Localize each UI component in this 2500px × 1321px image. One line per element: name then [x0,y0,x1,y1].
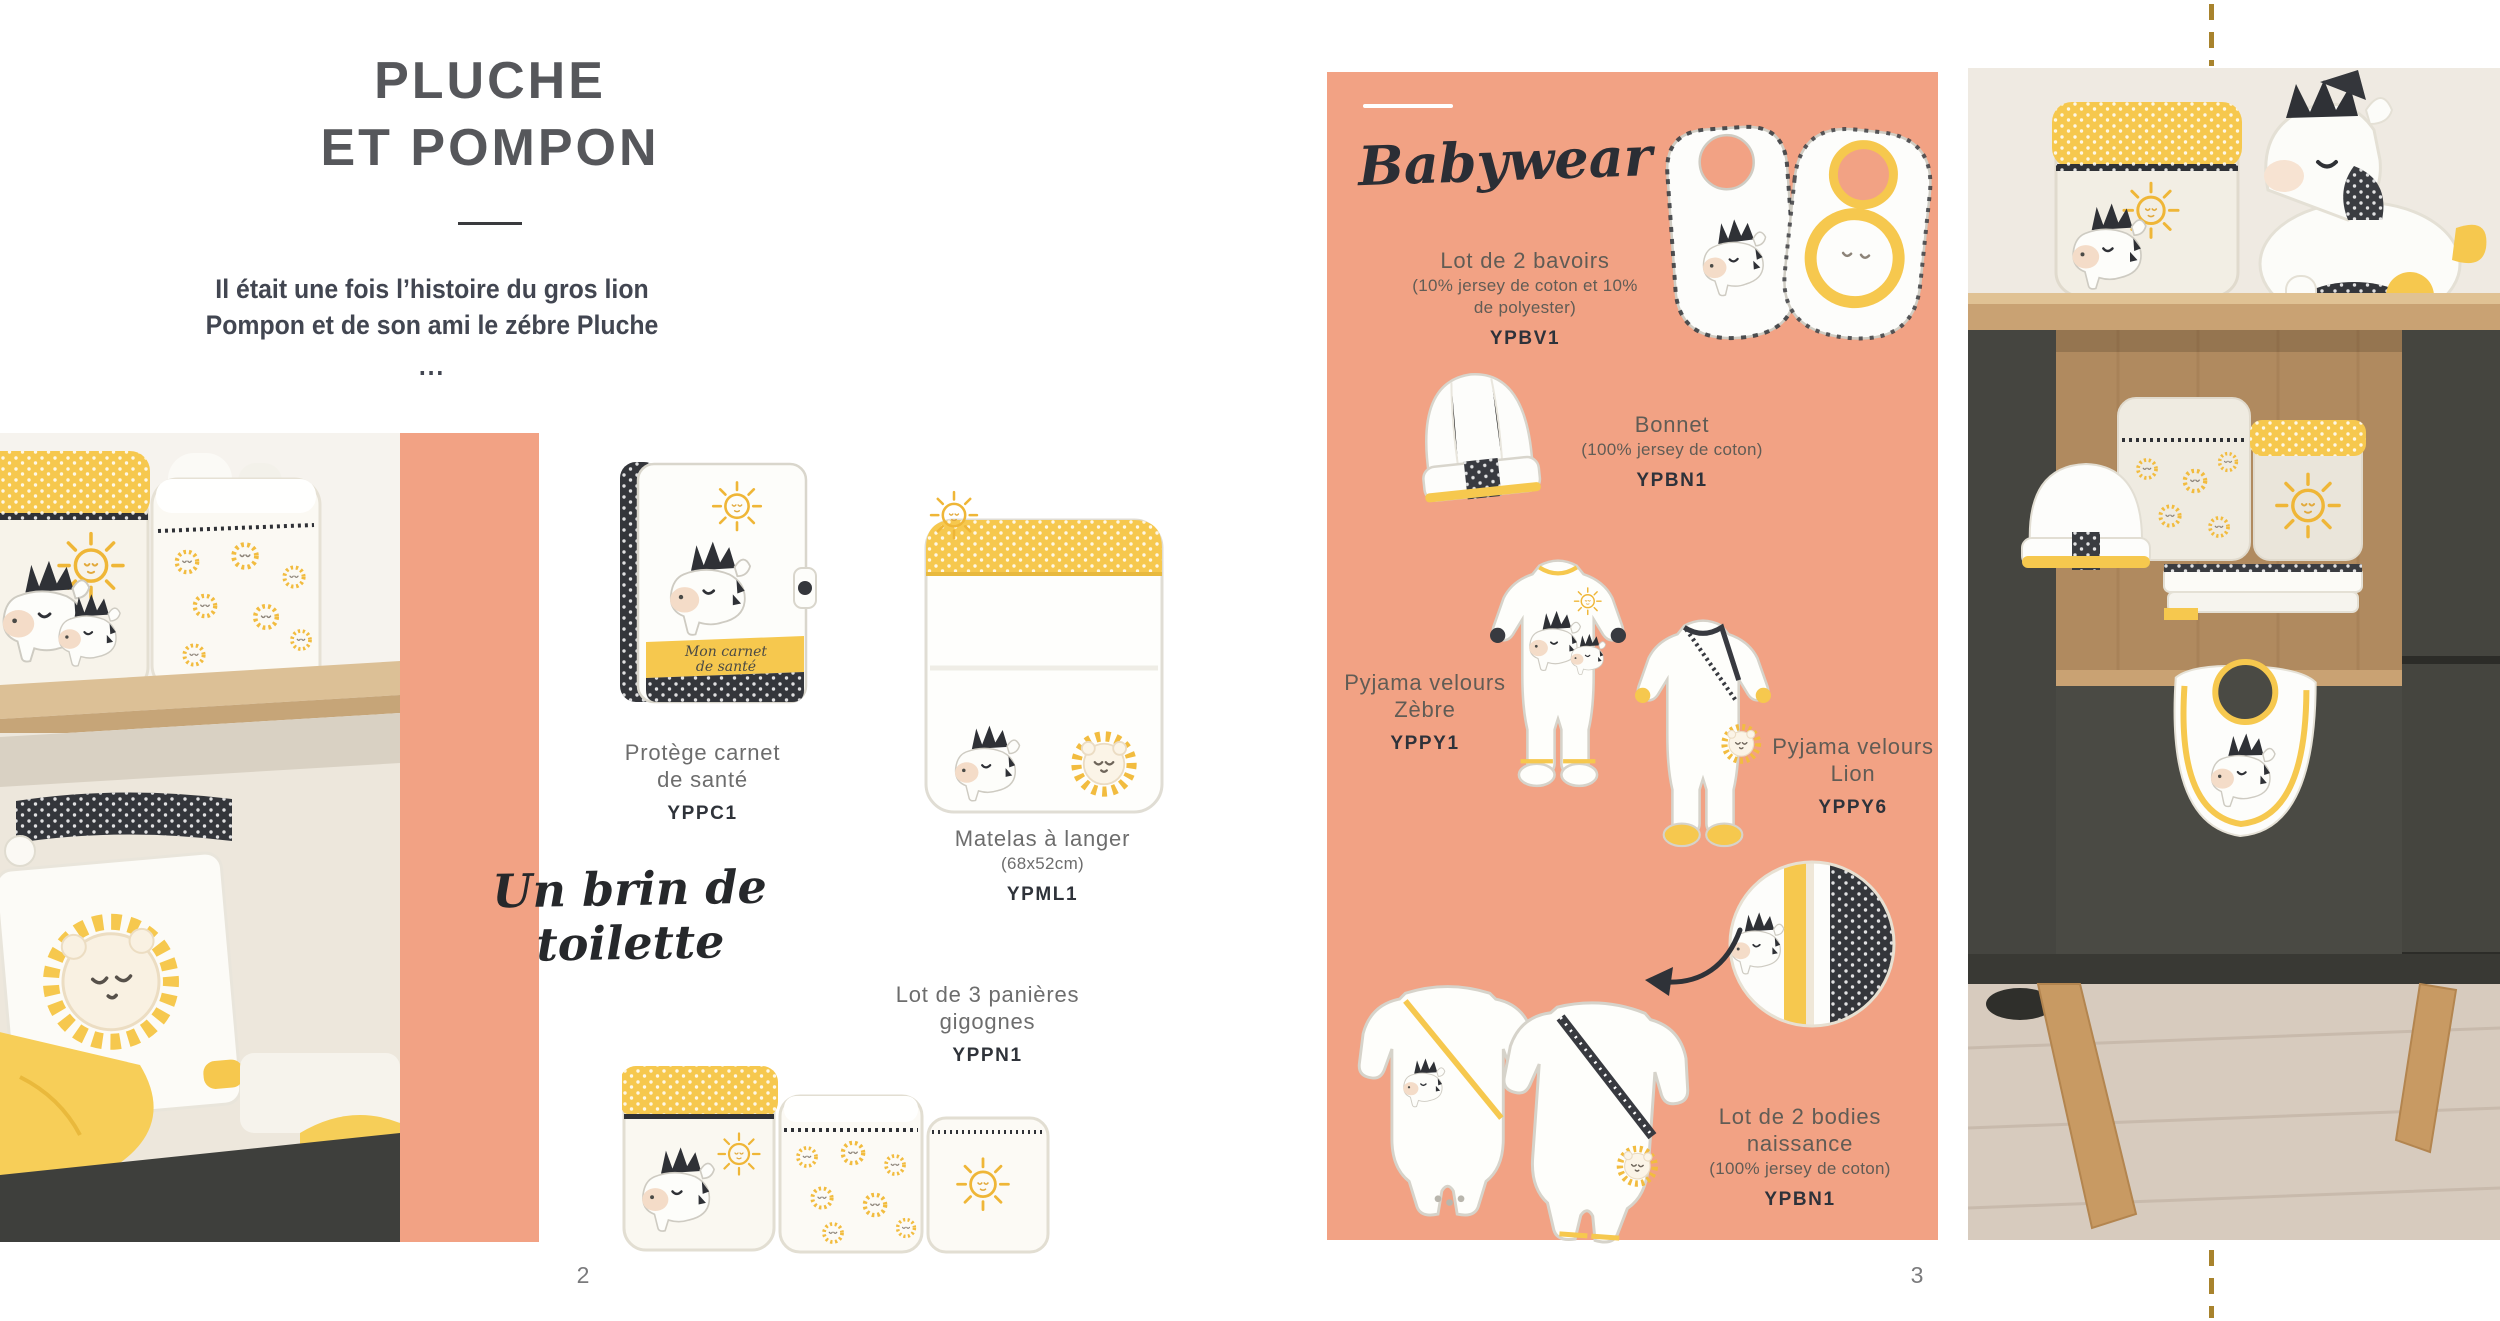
carnet-cover-line1: Mon carnet [684,644,768,660]
bonnet-composition: (100% jersey de coton) [1581,439,1763,459]
bavoirs-caption [1390,248,1660,350]
bodies-name-line1: Lot de 2 bodies [1718,1104,1882,1129]
pyjama-lion-name-line1: Pyjama velours [1772,734,1934,759]
section-title-toilette: Un brin de toilette [491,859,768,972]
title-divider [458,222,522,225]
bonnet-name: Bonnet [1634,412,1710,437]
matelas-size: (68x52cm) [1000,853,1084,873]
carnet-illustration [608,450,818,725]
page-number-left: 2 [576,1262,590,1288]
bodies-composition: (100% jersey de coton) [1709,1158,1891,1178]
intro-ellipsis: ... [418,351,446,382]
pyjama-lion-caption [1728,734,1978,819]
matelas-code: YPML1 [1006,883,1079,905]
bodies-caption [1650,1104,1950,1211]
matelas-name: Matelas à langer [954,826,1131,851]
bavoirs-illustration [1652,108,1938,404]
photo-dresser-nursery [1968,68,2500,1240]
intro-text [156,272,708,385]
fold-dash-bottom [2209,1250,2214,1318]
pyjama-lion-code: YPPY6 [1818,796,1888,818]
carnet-code: YPPC1 [667,802,738,824]
carnet-name-line2: de santé [657,766,748,792]
pyjama-zebre-name-line2: Zèbre [1394,696,1456,722]
carnet-cover-line2: de santé [695,659,757,675]
panieres-name-line1: Lot de 3 panières [895,982,1080,1007]
section-title-babywear: Babywear [1356,124,1654,199]
storage-basket [2052,102,2242,296]
bavoirs-composition1: (10% jersey de coton et 10% [1412,275,1638,295]
lion-icon [1076,736,1131,791]
panieres-illustration [622,1046,1054,1262]
fold-dash-top [2209,4,2214,66]
bonnet-code: YPBN1 [1636,469,1708,491]
pyjama-zebre-name-line1: Pyjama velours [1344,670,1506,695]
panel-accent-dash [1363,104,1453,108]
panieres-code: YPPN1 [952,1044,1023,1066]
pyjama-zebre-code: YPPY1 [1390,732,1460,754]
page-title [190,48,790,181]
intro-line2: Pompon et de son ami le zébre Pluche [205,309,659,340]
pyjama-zebre-caption [1300,670,1550,755]
sun-icon [931,492,977,538]
lion-basket [152,479,320,691]
bavoirs-name: Lot de 2 bavoirs [1440,248,1610,273]
page-title-line2: ET POMPON [320,118,660,177]
salmon-stripe [400,433,539,1242]
intro-line1: Il était une fois l’histoire du gros lion [215,274,649,304]
bavoirs-composition2: de polyester) [1473,297,1577,317]
bodies-illustration [1342,968,1698,1250]
bavoirs-code: YPBV1 [1489,328,1561,350]
carnet-name-line1: Protège carnet [624,740,781,765]
page-title-line1: PLUCHE [374,52,606,110]
panieres-name-line2: gigognes [939,1008,1036,1034]
carnet-caption [570,740,835,825]
zebra-basket [0,451,150,691]
page-number-right: 3 [1910,1262,1924,1288]
photo-baskets-shelf [0,433,400,1242]
matelas-caption [905,826,1180,906]
magnifier-detail [1726,858,1898,1030]
pyjama-lion-name-line2: Lion [1830,760,1876,786]
bodies-code: YPBN1 [1764,1188,1836,1210]
matelas-illustration [920,486,1168,818]
bonnet-caption [1522,412,1822,492]
bodies-name-line2: naissance [1746,1130,1854,1156]
